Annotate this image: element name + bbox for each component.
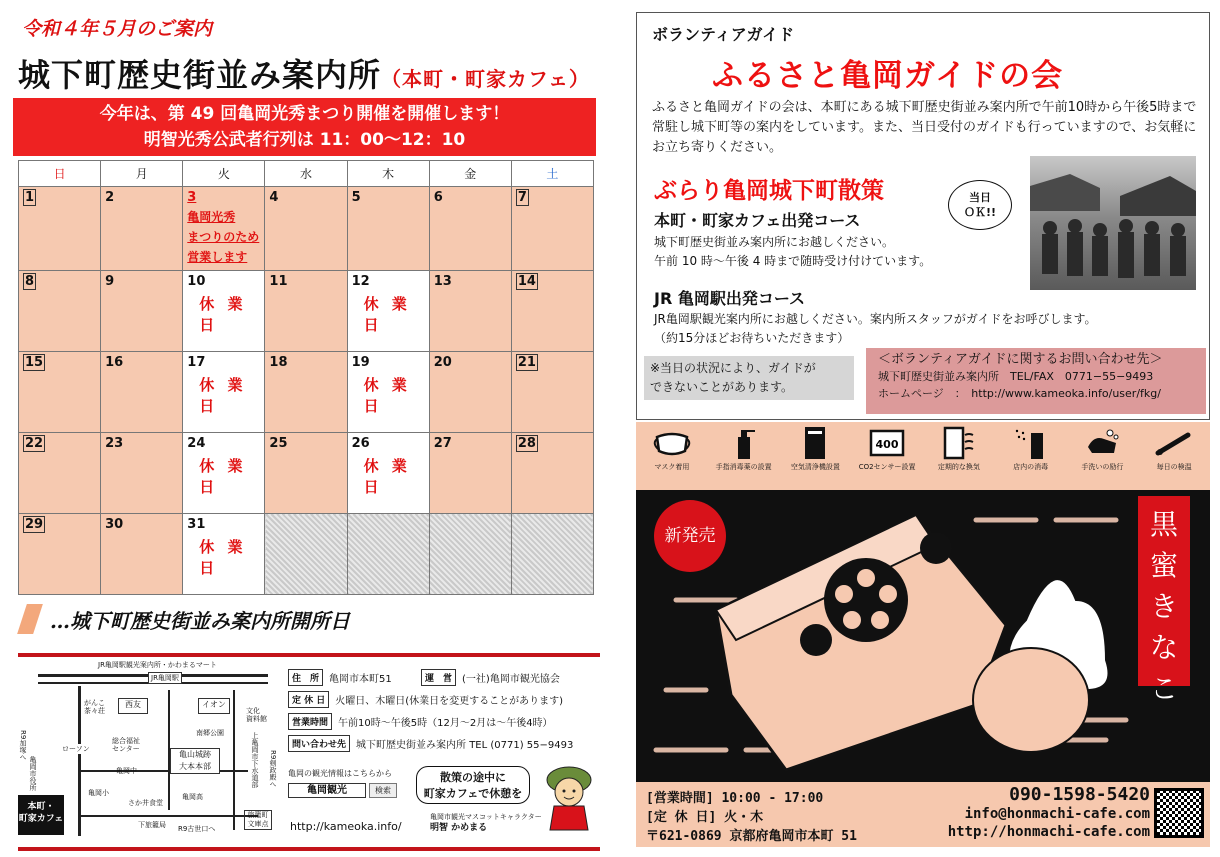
calendar-week	[19, 514, 594, 595]
weekday-sun: 日	[19, 161, 101, 187]
course1-title: 本町・町家カフェ出発コース	[654, 211, 861, 230]
calendar-day: 7	[511, 187, 593, 271]
calendar-day: 14	[511, 271, 593, 352]
map-label: R9古世口へ	[178, 825, 216, 833]
co2-sensor-icon	[867, 425, 907, 461]
map-label: R9剣政殿へ	[269, 750, 277, 788]
product-name	[1138, 496, 1190, 705]
cafe-footer	[636, 782, 1210, 847]
map-label: ローソン	[62, 745, 90, 753]
calendar-day: 11	[265, 271, 347, 352]
kameoka-url-link[interactable]: http://kameoka.info/	[290, 820, 402, 833]
mask-icon	[652, 425, 692, 461]
calendar-week	[19, 187, 594, 271]
calendar-legend	[22, 602, 350, 636]
footer-hours: [営業時間] 10:00 - 17:00	[646, 791, 824, 806]
safety-item: 手洗いの励行	[1070, 425, 1134, 472]
map-label: 亀岡市役所	[29, 756, 37, 791]
calendar-day: 21	[511, 352, 593, 433]
calendar-day: 8	[19, 271, 101, 352]
footer-email[interactable]: info@honmachi-cafe.com	[964, 806, 1150, 822]
calendar-week	[19, 433, 594, 514]
thermometer-icon	[1154, 425, 1194, 461]
ok-bubble: 当日 ＯＫ!!	[948, 180, 1012, 230]
qr-code-icon[interactable]	[1154, 788, 1204, 838]
safety-item: マスク着用	[640, 425, 704, 472]
calendar-day: 23	[101, 433, 183, 514]
footer-phone[interactable]: 090-1598-5420	[1009, 784, 1150, 805]
calendar-day: 20	[429, 352, 511, 433]
map-label: 資料館	[246, 715, 267, 723]
info-hours-row: 営業時間 午前10時～午後5時（12月～2月は～午後4時）	[288, 710, 600, 732]
map-label: JR亀岡駅観光案内所・かわまるマート	[98, 661, 217, 669]
banner-line-1: 今年は、第 49 回亀岡光秀まつり開催を開催します！	[99, 104, 510, 124]
calendar-day: 28	[511, 433, 593, 514]
svg-text:400: 400	[875, 438, 899, 451]
calendar-day-closed: 12 休 業 日	[347, 271, 429, 352]
product-name-text: 黒蜜きなこ	[1149, 508, 1178, 705]
map-label: 亀岡小	[88, 789, 109, 797]
calendar-header-row	[19, 161, 594, 187]
weekday-mon: 月	[101, 161, 183, 187]
calendar-day: 30	[101, 514, 183, 595]
search-note: 亀岡の観光情報はこちらから	[288, 769, 392, 778]
calendar-week	[19, 271, 594, 352]
event-note: 亀岡光秀 まつりのため 営業します	[187, 210, 260, 264]
guide-body: ふるさと亀岡ガイドの会は、本町にある城下町歴史街並み案内所で午前10時から午後5時まで常駐し城下町等の案内をしています。また、当日受付のガイドも行っていますので、お気軽にお立ち寄りください。	[652, 100, 1197, 155]
safety-item: 定期的な換気	[927, 425, 991, 472]
map-label: 総合福祉	[112, 737, 140, 745]
calendar-day: 13	[429, 271, 511, 352]
safety-icons-bar	[636, 422, 1210, 490]
guide-homepage-link[interactable]: ホームページ ： http://www.kameoka.info/user/fkg/	[878, 387, 1161, 400]
map-label: R9加塚へ	[19, 730, 27, 761]
guide-photo	[1030, 156, 1196, 290]
safety-item: 店内の消毒	[999, 425, 1063, 472]
info-closed-row: 定 休 日 火曜日、木曜日(休業日を変更することがあります)	[288, 688, 600, 710]
search-button[interactable]: 検索	[369, 783, 397, 798]
map-label: 亀岡高	[182, 793, 203, 801]
safety-item: 400 CO2センサー設置	[855, 425, 919, 472]
footer-address: 〒621-0869 京都府亀岡市本町 51	[646, 829, 857, 844]
calendar-day: 16	[101, 352, 183, 433]
safety-item: 空気清浄機設置	[783, 425, 847, 472]
rest-bubble: 散策の途中に 町家カフェで休憩を	[416, 766, 530, 804]
calendar-day: 9	[101, 271, 183, 352]
weekday-wed: 水	[265, 161, 347, 187]
legend-text: …城下町歴史街並み案内所開所日	[50, 608, 350, 633]
weekday-sat: 土	[511, 161, 593, 187]
guide-kicker: ボランティアガイド	[652, 25, 795, 44]
calendar-day: 4	[265, 187, 347, 271]
page-title-sub: （本町・町家カフェ）	[381, 67, 591, 91]
calendar-day: 2	[101, 187, 183, 271]
course1-desc: 城下町歴史街並み案内所にお越しください。 午前 10 時～午後 4 時まで随時受け付けています。	[654, 235, 932, 268]
calendar-day: 25	[265, 433, 347, 514]
calendar-week	[19, 352, 594, 433]
calendar-day: 15	[19, 352, 101, 433]
map-label: 南郷公園	[196, 729, 224, 737]
current-location-marker: 本町・ 町家カフェ	[18, 795, 64, 835]
legend-swatch	[17, 604, 43, 634]
spray-icon	[1011, 425, 1051, 461]
guide-contact: ＜ボランティアガイドに関するお問い合わせ先＞ 城下町歴史街並み案内所 TEL/FAX 0771−55−9493 ホームページ ： http://www.kameoka.info/user/fkg/	[866, 348, 1206, 414]
guide-note: ※当日の状況により、ガイドが できないことがあります。	[644, 356, 854, 400]
map-label: 文化	[246, 707, 260, 715]
calendar-day-empty	[347, 514, 429, 595]
map-label: がんこ	[84, 699, 105, 707]
safety-item: 毎日の検温	[1142, 425, 1206, 472]
map-label: 大本本部	[179, 762, 211, 771]
map-label: JR亀岡駅	[148, 672, 182, 684]
calendar-day: 3 亀岡光秀 まつりのため 営業します	[183, 187, 265, 271]
ventilation-icon	[939, 425, 979, 461]
festival-banner	[13, 98, 596, 156]
banner-line-2: 明智光秀公武者行列は 11：00～12：10	[143, 130, 466, 150]
map-label: 亀山城跡	[179, 750, 211, 759]
map-label: 亀岡中	[116, 767, 137, 775]
guide-title: ふるさと亀岡ガイドの会	[712, 58, 1064, 94]
page-title-main: 城下町歴史街並み案内所	[18, 56, 382, 94]
course2-title: JR 亀岡駅出発コース	[654, 289, 806, 308]
calendar	[18, 160, 594, 595]
map-label: さか井食堂	[128, 799, 163, 807]
footer-closed: [定 休 日] 火・木	[646, 810, 764, 825]
divider	[18, 653, 600, 657]
map-label: 旅籠町文庫点	[244, 810, 272, 830]
calendar-day-closed: 17 休 業 日	[183, 352, 265, 433]
map-label: センター	[112, 745, 140, 753]
weekday-tue: 火	[183, 161, 265, 187]
calendar-day-closed: 24 休 業 日	[183, 433, 265, 514]
mascot-caption: 亀岡市観光マスコットキャラクター 明智 かめまる	[430, 813, 542, 833]
course2-desc: JR亀岡駅観光案内所にお越しください。案内所スタッフがガイドをお呼びします。 （約15分ほどお待ちいただきます）	[654, 312, 1097, 345]
info-contact-row: 問い合わせ先 城下町歴史街並み案内所 TEL (0771) 55−9493	[288, 732, 600, 754]
calendar-day-closed: 26 休 業 日	[347, 433, 429, 514]
calendar-day-empty	[511, 514, 593, 595]
calendar-day-closed: 19 休 業 日	[347, 352, 429, 433]
calendar-day: 18	[265, 352, 347, 433]
calendar-day: 29	[19, 514, 101, 595]
weekday-thu: 木	[347, 161, 429, 187]
map-label: 西友	[125, 700, 141, 709]
search-input[interactable]: 亀岡観光	[288, 783, 366, 798]
map-label: 茶々荘	[84, 707, 105, 715]
handwash-icon	[1082, 425, 1122, 461]
safety-item: 手指消毒薬の設置	[712, 425, 776, 472]
calendar-day: 27	[429, 433, 511, 514]
page-title	[18, 50, 590, 96]
map-label: イオン	[202, 700, 226, 709]
weekday-fri: 金	[429, 161, 511, 187]
footer-web[interactable]: http://honmachi-cafe.com	[947, 824, 1150, 840]
sanitizer-icon	[724, 425, 764, 461]
info-address-row: 住 所 亀岡市本町51 運 営 (一社)亀岡市観光協会	[288, 666, 600, 688]
calendar-day: 1	[19, 187, 101, 271]
calendar-day-closed: 31 休 業 日	[183, 514, 265, 595]
calendar-day-empty	[265, 514, 347, 595]
map-label: 上亀岡市下水道部	[251, 732, 259, 788]
calendar-day-closed: 10 休 業 日	[183, 271, 265, 352]
calendar-day-empty	[429, 514, 511, 595]
map-label: 下旅籠局	[138, 821, 166, 829]
shop-info	[288, 666, 600, 754]
date-header: 令和４年５月のご案内	[22, 18, 213, 40]
calendar-day: 22	[19, 433, 101, 514]
new-release-badge: 新発売	[654, 500, 726, 572]
calendar-day: 5	[347, 187, 429, 271]
area-map	[18, 660, 282, 845]
divider	[18, 847, 600, 851]
mascot-icon	[540, 762, 598, 832]
course-heading: ぶらり亀岡城下町散策	[654, 177, 884, 204]
air-purifier-icon	[795, 425, 835, 461]
calendar-day: 6	[429, 187, 511, 271]
